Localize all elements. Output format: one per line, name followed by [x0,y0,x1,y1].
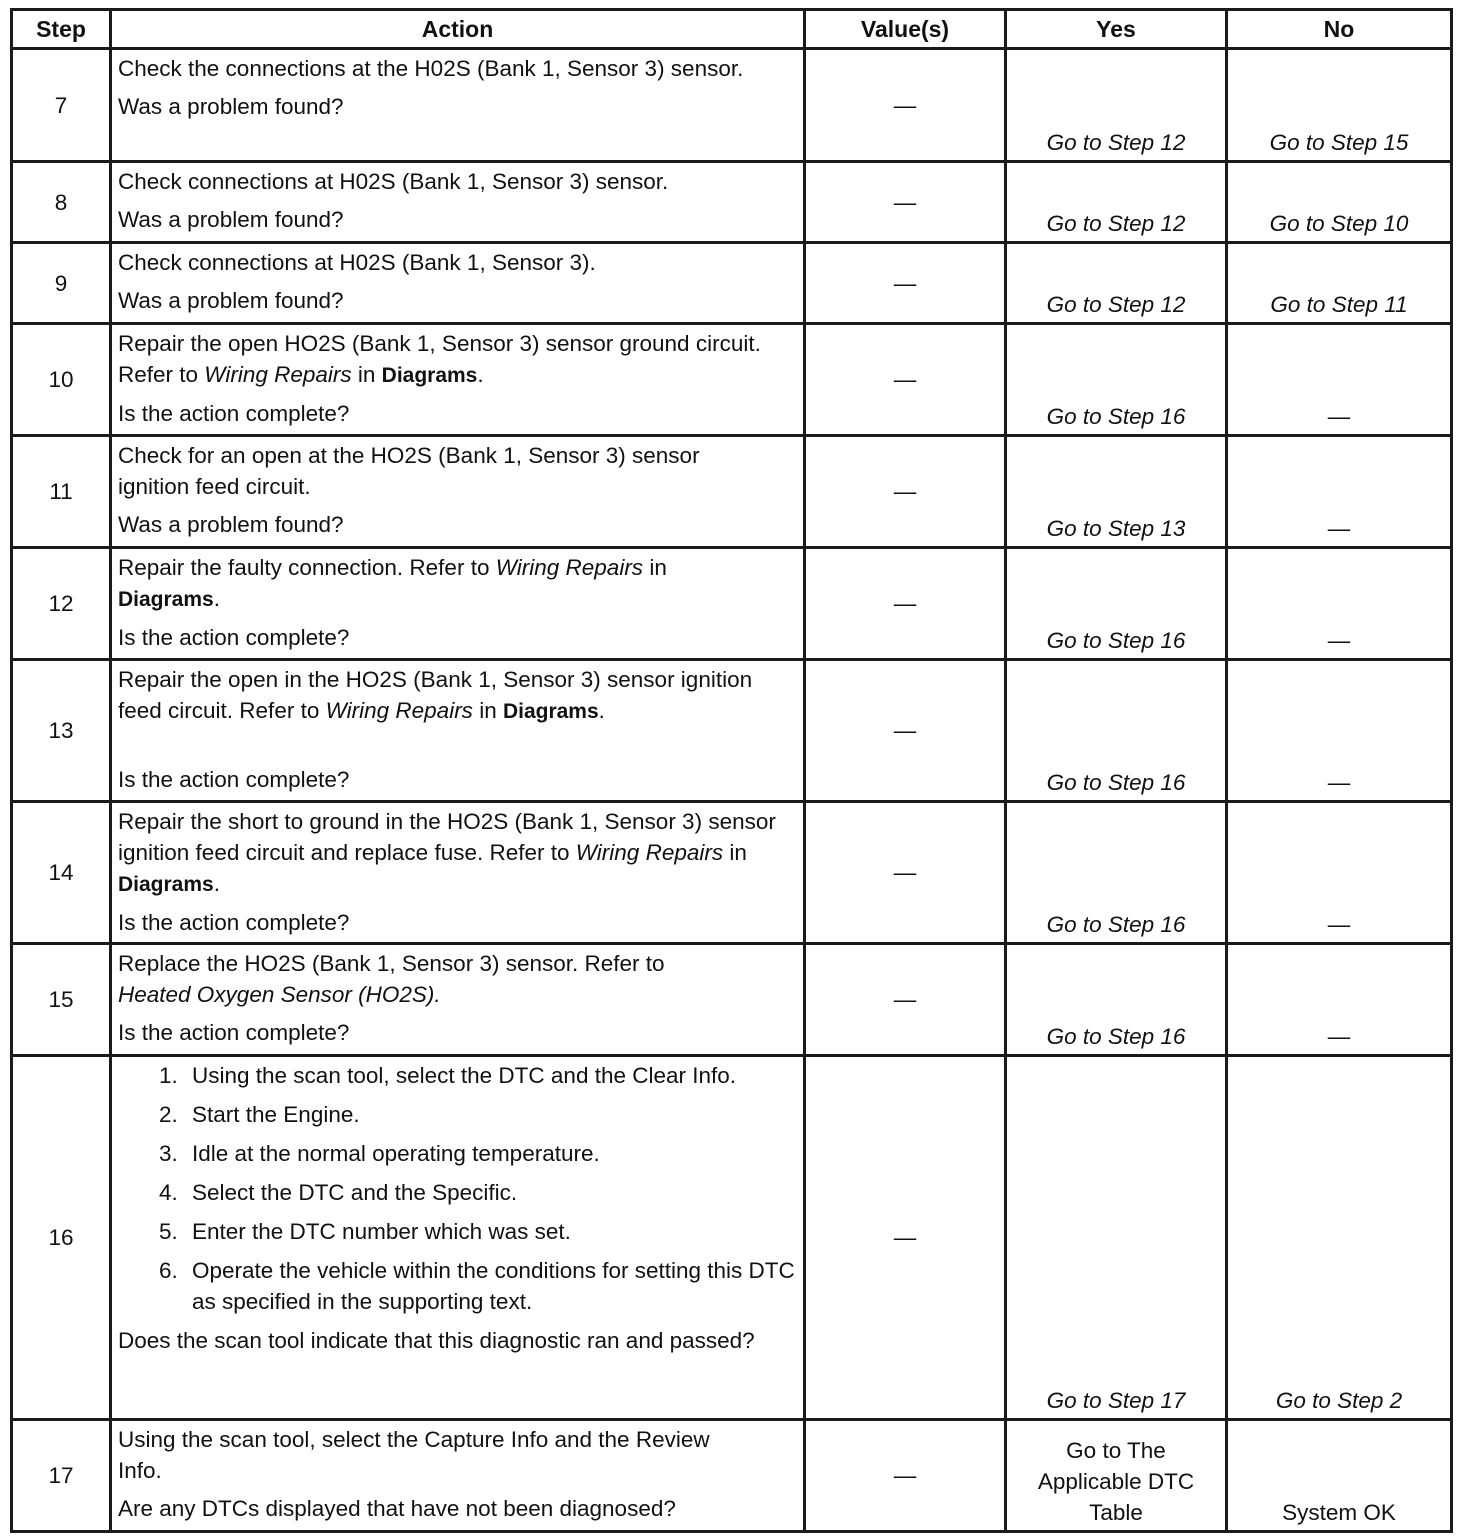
diagnostic-table [10,8,1453,1533]
step-number: 17 [12,1420,111,1532]
yes-cell [1006,548,1227,660]
yes-cell [1006,802,1227,944]
value-cell: — [805,436,1006,548]
procedure-list [118,1060,797,1317]
step-number: 15 [12,944,111,1056]
yes-link[interactable]: Go to The Applicable DTC Table [1037,1438,1195,1525]
no-link[interactable]: Go to Step 11 [1270,292,1408,317]
yes-link[interactable]: Go to Step 12 [1046,292,1186,317]
action-question: Is the action complete? [118,625,350,650]
step-number: 14 [12,802,111,944]
wiring-repairs-ref: Wiring Repairs [204,362,352,387]
action-cell [111,660,805,802]
no-cell [1227,162,1452,243]
list-item: 4. Select the DTC and the Specific. [184,1177,797,1208]
action-cell [111,49,805,162]
action-text: Replace the HO2S (Bank 1, Sensor 3) sensor. Refer to Heated Oxygen Sensor (HO2S). [118,951,665,1007]
wiring-repairs-ref: Wiring Repairs [495,555,644,580]
action-text: Check for an open at the HO2S (Bank 1, Sensor 3) sensor ignition feed circuit. [118,443,700,499]
table-row [12,436,1452,548]
action-cell [111,162,805,243]
action-text: Check connections at H02S (Bank 1, Sensor 3) sensor. [118,169,669,194]
yes-link[interactable]: Go to Step 16 [1046,912,1186,937]
diagrams-ref: Diagrams [381,364,478,387]
yes-cell [1006,324,1227,436]
step-number: 11 [12,436,111,548]
action-cell [111,1420,805,1532]
action-text: Repair the open HO2S (Bank 1, Sensor 3) sensor ground circuit. Refer to Wiring Repairs in Diagrams. [118,331,761,387]
action-question: Was a problem found? [118,512,344,537]
no-cell: — [1227,944,1452,1056]
no-cell: System OK [1227,1420,1452,1532]
yes-link[interactable]: Go to Step 13 [1046,516,1186,541]
table-row [12,1056,1452,1420]
header-step: Step [12,10,111,49]
yes-cell [1006,1420,1227,1532]
action-text: Check the connections at the H02S (Bank 1, Sensor 3) sensor. [118,56,744,81]
action-question: Is the action complete? [118,1020,350,1045]
value-cell: — [805,324,1006,436]
action-question: Are any DTCs displayed that have not been diagnosed? [118,1496,676,1521]
header-values: Value(s) [805,10,1006,49]
value-cell: — [805,243,1006,324]
yes-link[interactable]: Go to Step 16 [1046,1024,1186,1049]
action-text: Repair the open in the HO2S (Bank 1, Sensor 3) sensor ignition feed circuit. Refer to Wiring Repairs in Diagrams. [118,667,753,723]
yes-cell [1006,436,1227,548]
list-item: 6. Operate the vehicle within the conditions for setting this DTC as specified in the supporting text. [184,1255,797,1317]
table-row [12,49,1452,162]
header-row [12,10,1452,49]
yes-link[interactable]: Go to Step 17 [1046,1388,1186,1413]
action-cell [111,324,805,436]
no-cell: — [1227,660,1452,802]
no-cell [1227,49,1452,162]
table-row [12,243,1452,324]
action-cell [111,944,805,1056]
yes-link[interactable]: Go to Step 12 [1046,211,1186,236]
wiring-repairs-ref: Wiring Repairs [575,840,724,865]
no-link[interactable]: Go to Step 10 [1269,211,1409,236]
value-cell: — [805,660,1006,802]
value-cell: — [805,802,1006,944]
action-question: Was a problem found? [118,207,344,232]
action-cell [111,1056,805,1420]
yes-link[interactable]: Go to Step 16 [1046,770,1186,795]
step-number: 7 [12,49,111,162]
action-cell [111,243,805,324]
value-cell: — [805,162,1006,243]
step-number: 10 [12,324,111,436]
action-text: Check connections at H02S (Bank 1, Sensor 3). [118,250,596,275]
no-cell: — [1227,548,1452,660]
diagrams-ref: Diagrams [118,873,214,896]
yes-link[interactable]: Go to Step 16 [1046,404,1186,429]
yes-cell [1006,660,1227,802]
list-item: 2. Start the Engine. [184,1099,797,1130]
yes-cell [1006,1056,1227,1420]
no-cell: — [1227,436,1452,548]
action-question: Is the action complete? [118,767,350,792]
step-number: 9 [12,243,111,324]
heated-oxygen-sensor-ref: Heated Oxygen Sensor (HO2S). [118,982,441,1007]
value-cell: — [805,1420,1006,1532]
action-question: Was a problem found? [118,288,344,313]
table-row [12,324,1452,436]
table-row [12,944,1452,1056]
yes-cell [1006,944,1227,1056]
action-question: Is the action complete? [118,401,350,426]
step-number: 13 [12,660,111,802]
header-yes: Yes [1006,10,1227,49]
action-question: Is the action complete? [118,910,350,935]
no-link[interactable]: Go to Step 15 [1269,130,1409,155]
list-item: 5. Enter the DTC number which was set. [184,1216,797,1247]
wiring-repairs-ref: Wiring Repairs [325,698,473,723]
action-question: Was a problem found? [118,94,344,119]
diagrams-ref: Diagrams [118,588,214,611]
yes-link[interactable]: Go to Step 16 [1046,628,1186,653]
no-cell: — [1227,802,1452,944]
action-cell [111,436,805,548]
yes-cell [1006,49,1227,162]
table-row [12,162,1452,243]
action-cell [111,548,805,660]
table-row [12,548,1452,660]
table-row [12,802,1452,944]
no-cell: — [1227,324,1452,436]
yes-link[interactable]: Go to Step 12 [1046,130,1186,155]
header-action: Action [111,10,805,49]
action-question: Does the scan tool indicate that this diagnostic ran and passed? [118,1328,755,1353]
step-number: 12 [12,548,111,660]
yes-cell [1006,162,1227,243]
action-text: Using the scan tool, select the Capture Info and the Review Info. [118,1427,710,1483]
header-no: No [1227,10,1452,49]
action-text: Repair the faulty connection. Refer to Wiring Repairs in Diagrams. [118,555,667,611]
yes-cell [1006,243,1227,324]
value-cell: — [805,49,1006,162]
no-cell [1227,243,1452,324]
value-cell: — [805,944,1006,1056]
no-cell [1227,1056,1452,1420]
diagrams-ref: Diagrams [502,700,599,723]
value-cell: — [805,1056,1006,1420]
list-item: 3. Idle at the normal operating temperature. [184,1138,797,1169]
action-cell [111,802,805,944]
step-number: 8 [12,162,111,243]
table-row [12,1420,1452,1532]
list-item: 1. Using the scan tool, select the DTC and the Clear Info. [184,1060,797,1091]
action-text: Repair the short to ground in the HO2S (Bank 1, Sensor 3) sensor ignition feed circuit and replace fuse. Refer to Wiring Repairs in Diagrams. [118,809,776,896]
no-link[interactable]: Go to Step 2 [1275,1388,1403,1413]
table-row [12,660,1452,802]
value-cell: — [805,548,1006,660]
step-number: 16 [12,1056,111,1420]
